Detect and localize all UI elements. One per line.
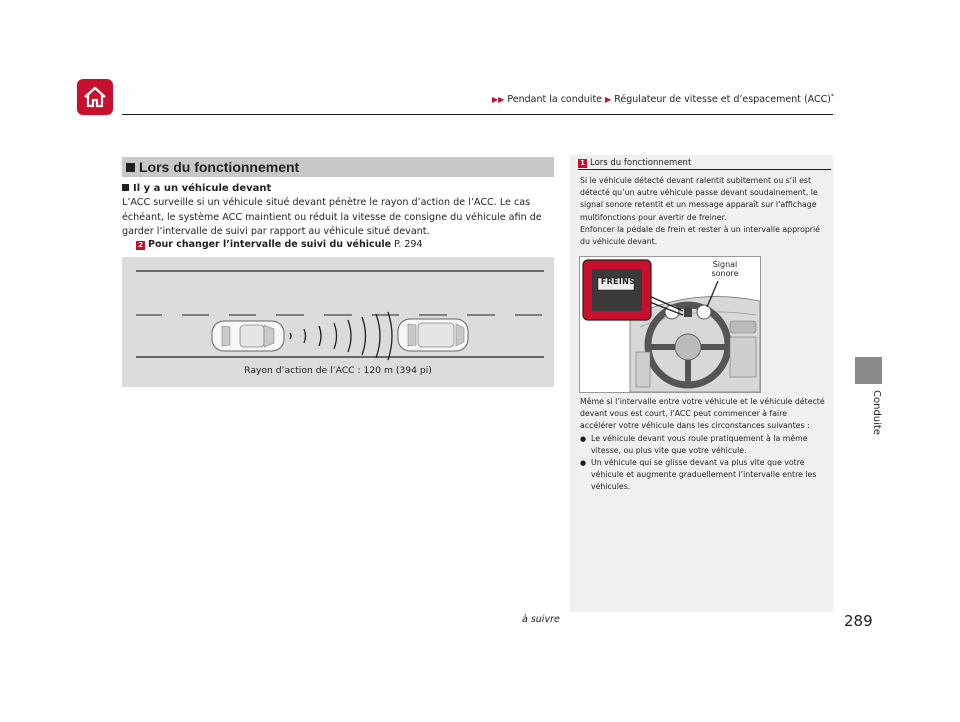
breadcrumb xyxy=(492,93,834,105)
reference-arrow-icon: 2 xyxy=(136,241,145,250)
continued-label: à suivre xyxy=(522,614,560,625)
freins-warning-label: FREINS xyxy=(600,277,636,286)
section-title: Lors du fonctionnement xyxy=(139,159,300,175)
figure-caption: Rayon d’action de l’ACC : 120 m (394 pi) xyxy=(244,365,432,376)
page-number: 289 xyxy=(844,612,873,630)
body-paragraph: L’ACC surveille si un véhicule situé devant pénètre le rayon d’action de l’ACC. Le cas échéant, le système ACC maintient ou réduit la vitesse de consigne du véhicule afin de garder l’intervalle de suivi par rapport au véhicule situé devant. xyxy=(122,197,542,237)
breadcrumb-arrow-icon: ▶ xyxy=(605,95,612,105)
vehicle-ahead-icon xyxy=(398,319,468,351)
sidebar-paragraph: Enfoncer la pédale de frein et rester à un intervalle approprié du véhicule devant. xyxy=(580,224,820,247)
header-rule xyxy=(122,114,833,115)
breadcrumb-item-acc[interactable]: Régulateur de vitesse et d’espacement (ACC) xyxy=(614,94,831,106)
sidebar-bullet: ● Le véhicule devant vous roule pratiquement à la même vitesse, ou plus vite que votre véhicule. xyxy=(580,433,825,457)
note-marker-icon: 1 xyxy=(578,159,587,168)
cross-reference-title[interactable]: Pour changer l’intervalle de suivi du véhicule xyxy=(148,239,392,250)
cross-reference[interactable] xyxy=(136,239,423,250)
home-icon xyxy=(83,86,107,108)
section-square-icon xyxy=(126,163,135,172)
audible-alert-label-line1: Signal xyxy=(712,260,738,269)
breadcrumb-item-driving[interactable]: Pendant la conduite xyxy=(507,94,603,106)
section-header xyxy=(122,157,554,177)
dashboard-warning-image xyxy=(579,256,761,393)
audible-alert-label-line2: sonore xyxy=(711,269,739,278)
subheading-square-icon xyxy=(122,184,129,191)
sidebar-text xyxy=(580,175,825,248)
sidebar-paragraph: Si le véhicule détecté devant ralentit subitement ou s’il est détecté qu’un autre véhicule passe devant soudainement, le signal sonore retentit et un message apparaît sur l’affichage multifonctions pour avertir de freiner. xyxy=(580,176,818,222)
chapter-tab[interactable] xyxy=(855,357,882,384)
acc-range-illustration xyxy=(122,257,554,387)
sidebar-bullet: ● Un véhicule qui se glisse devant va plus vite que votre véhicule et augmente graduellement l’intervalle entre les véhicules. xyxy=(580,457,825,494)
sidebar-text xyxy=(580,396,825,494)
sidebar-title-text: Lors du fonctionnement xyxy=(590,158,692,168)
audible-alert-label xyxy=(700,260,750,278)
subheading xyxy=(122,183,271,194)
asterisk-mark: * xyxy=(831,93,834,100)
sidebar-note xyxy=(570,155,833,612)
breadcrumb-arrow-icon: ▶▶ xyxy=(492,95,505,105)
home-button[interactable] xyxy=(77,79,113,115)
sidebar-rule xyxy=(578,169,831,170)
cross-reference-page[interactable]: P. 294 xyxy=(391,239,423,250)
sidebar-title xyxy=(578,158,691,168)
sidebar-paragraph: Même si l’intervalle entre votre véhicule et le véhicule détecté devant vous est court, l’ACC peut commencer à faire accélérer votre véhicule dans les circonstances suivantes : xyxy=(580,397,825,431)
own-car-icon xyxy=(212,321,284,351)
subheading-text: Il y a un véhicule devant xyxy=(133,183,272,194)
chapter-tab-label: Conduite xyxy=(871,390,882,435)
